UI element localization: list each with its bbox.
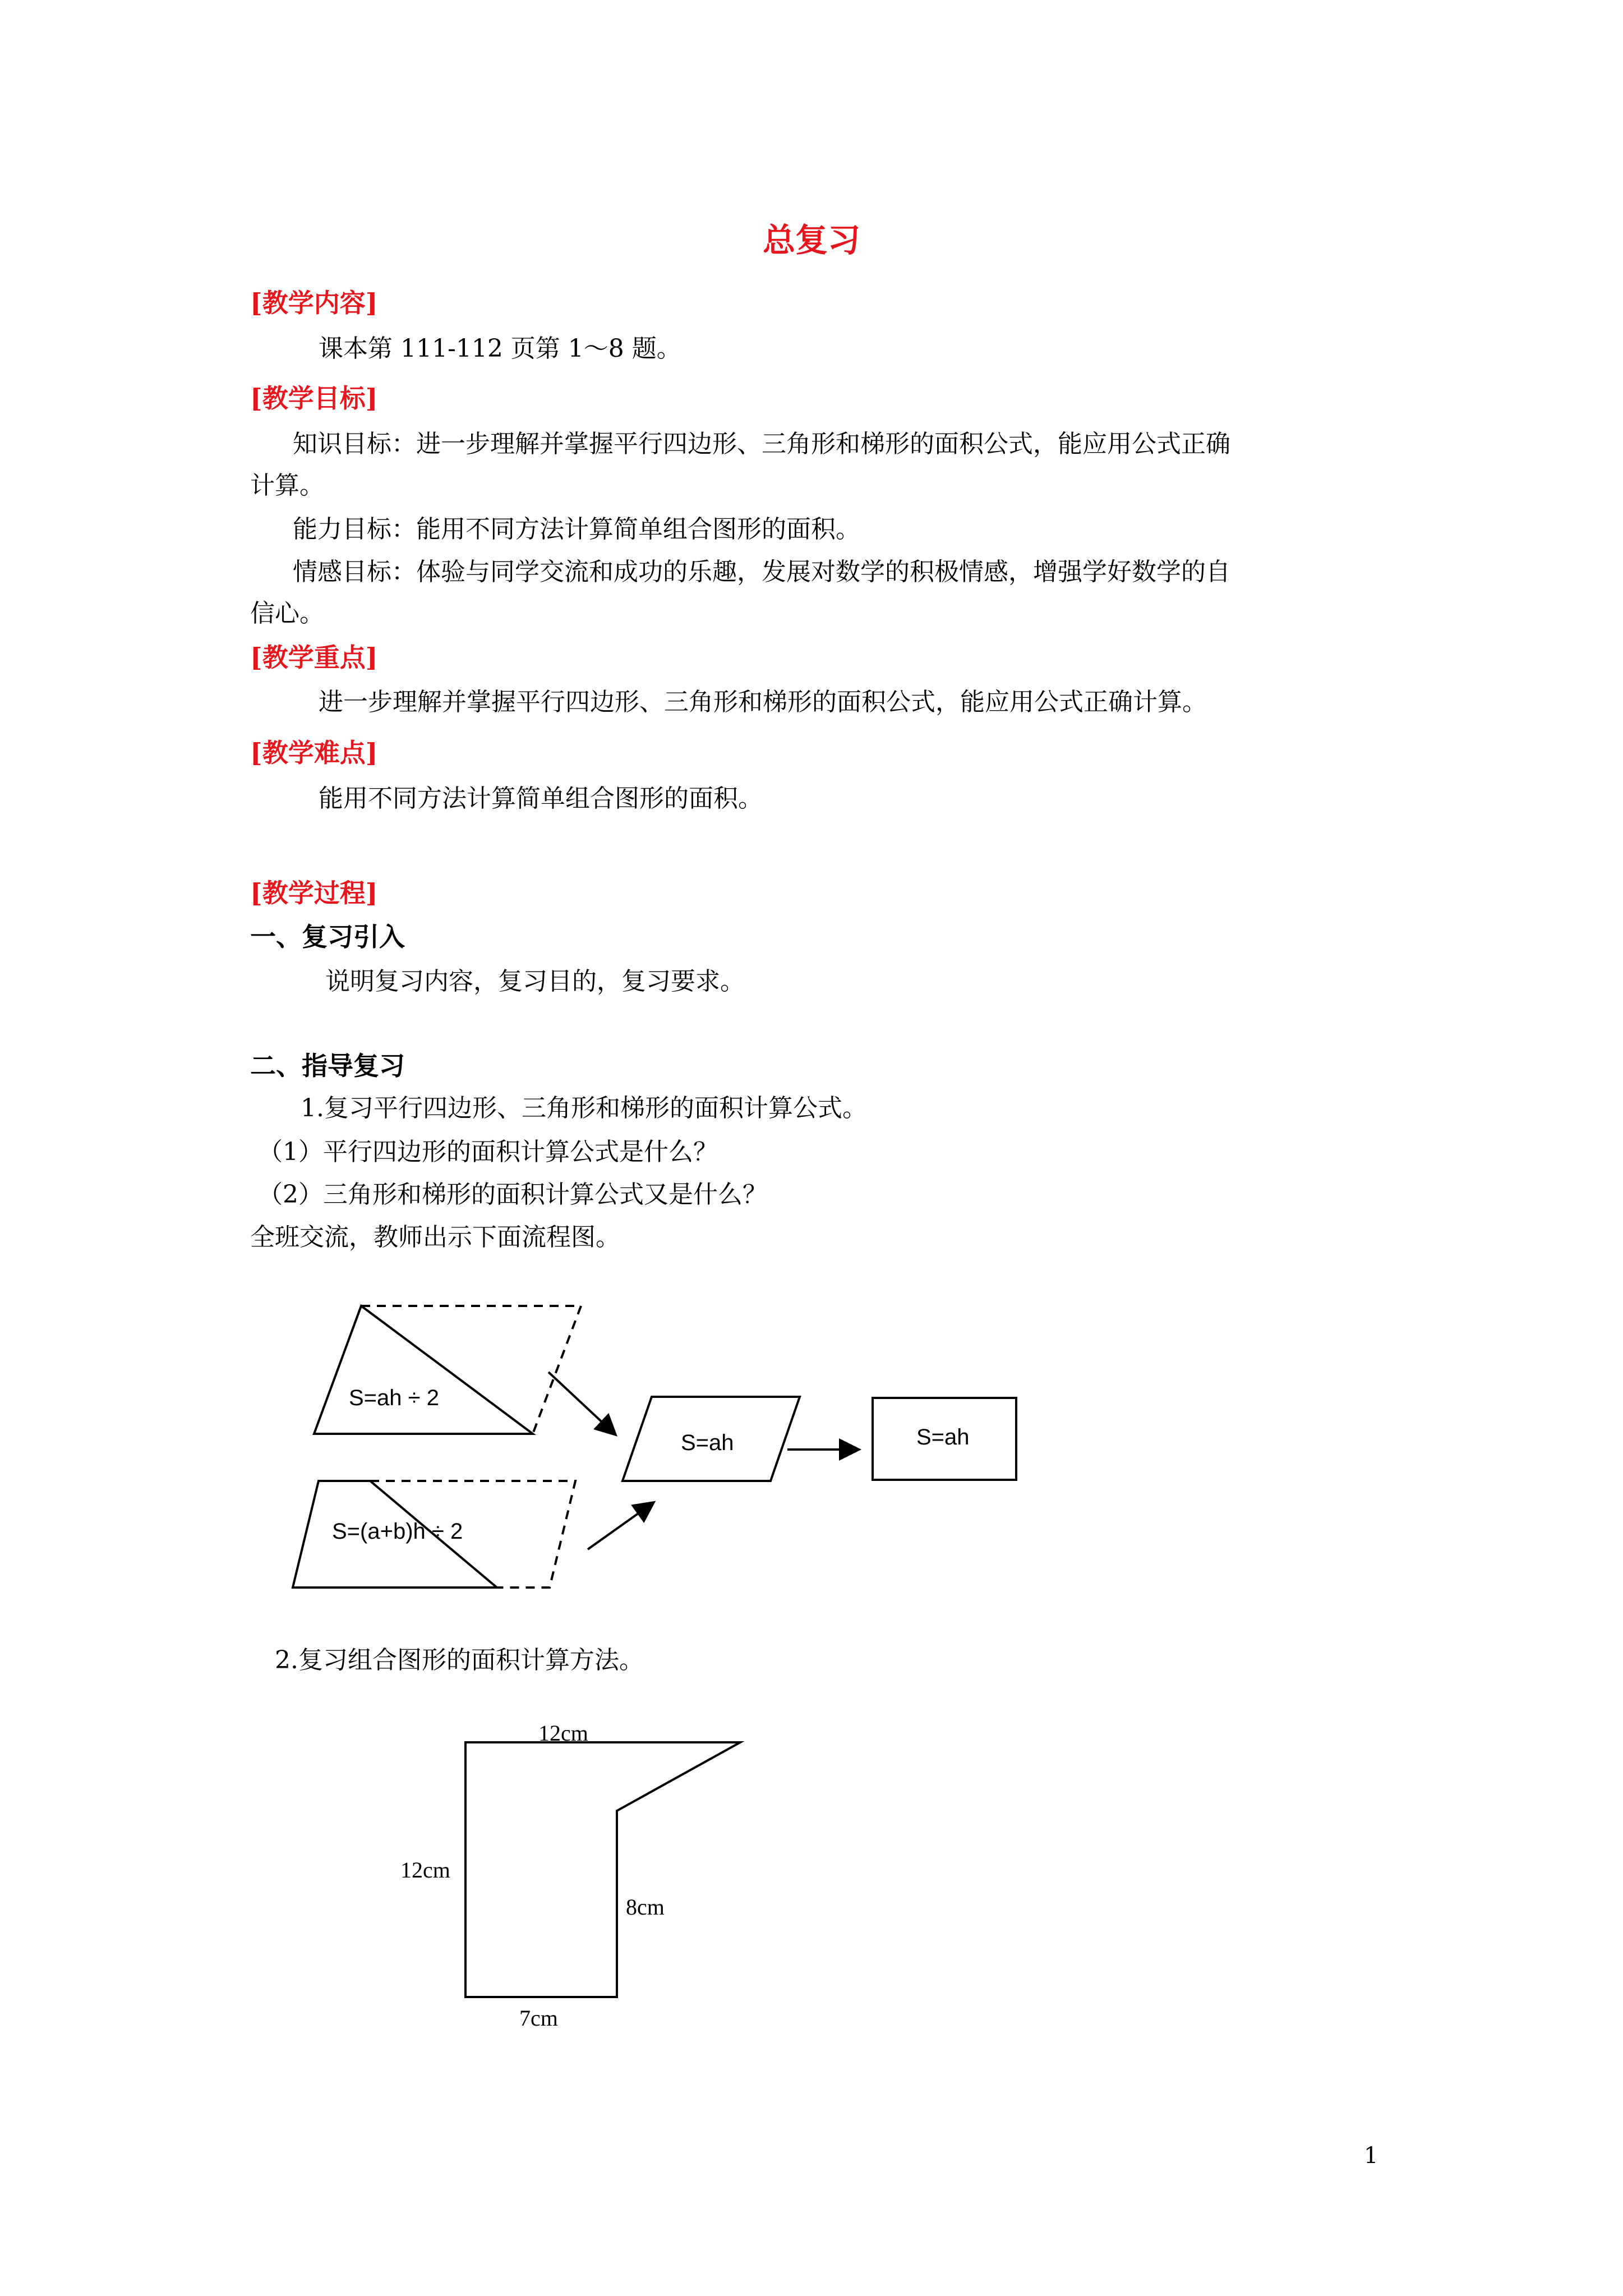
question-2: （2）三角形和梯形的面积计算公式又是什么？ (258, 1180, 767, 1209)
goal-knowledge-line1: 知识目标：进一步理解并掌握平行四边形、三角形和梯形的面积公式，能应用公式正确 (293, 430, 1230, 458)
goal-emotion-line2: 信心。 (250, 599, 324, 628)
section1-text: 说明复习内容，复习目的，复习要求。 (325, 967, 745, 996)
bottom-dimension-label: 7cm (519, 2005, 558, 2031)
triangle-shape (314, 1306, 533, 1434)
arrow-trapezoid-to-parallelogram (588, 1502, 654, 1549)
content-text: 课本第 111-112 页第 1～8 题。 (319, 334, 681, 363)
review-item1: 1.复习平行四边形、三角形和梯形的面积计算公式。 (301, 1094, 867, 1122)
trapezoid-formula-label: S=(a+b)h ÷ 2 (332, 1519, 463, 1544)
top-dimension-label: 12cm (538, 1720, 588, 1746)
content-heading: [教学内容] (250, 288, 378, 318)
goal-ability: 能力目标：能用不同方法计算简单组合图形的面积。 (293, 515, 860, 544)
composite-figure-shape (465, 1742, 740, 1997)
triangle-formula-label: S=ah ÷ 2 (349, 1386, 439, 1410)
page-number: 1 (1364, 2143, 1378, 2169)
goal-knowledge-line2: 计算。 (250, 471, 324, 500)
difficulty-text: 能用不同方法计算简单组合图形的面积。 (319, 784, 763, 813)
right-dimension-label: 8cm (626, 1894, 665, 1920)
goal-emotion-line1: 情感目标：体验与同学交流和成功的乐趣，发展对数学的积极情感，增强学好数学的自 (293, 558, 1230, 586)
goals-heading: [教学目标] (250, 383, 378, 413)
keypoint-heading: [教学重点] (250, 642, 378, 673)
left-dimension-label: 12cm (400, 1857, 450, 1883)
rectangle-formula-label: S=ah (916, 1425, 970, 1450)
section1-title: 一、复习引入 (250, 922, 405, 952)
keypoint-text: 进一步理解并掌握平行四边形、三角形和梯形的面积公式，能应用公式正确计算。 (319, 688, 1207, 716)
triangle-dashed-completion (361, 1306, 581, 1434)
section2-title: 二、指导复习 (250, 1051, 405, 1081)
page-title: 总复习 (762, 221, 860, 259)
parallelogram-formula-label: S=ah (681, 1430, 734, 1455)
question-1: （1）平行四边形的面积计算公式是什么？ (258, 1138, 718, 1166)
arrow-triangle-to-parallelogram (548, 1372, 616, 1435)
review-item2: 2.复习组合图形的面积计算方法。 (275, 1646, 644, 1674)
summary-text: 全班交流，教师出示下面流程图。 (250, 1223, 620, 1251)
process-heading: [教学过程] (250, 878, 378, 908)
difficulty-heading: [教学难点] (250, 738, 378, 768)
